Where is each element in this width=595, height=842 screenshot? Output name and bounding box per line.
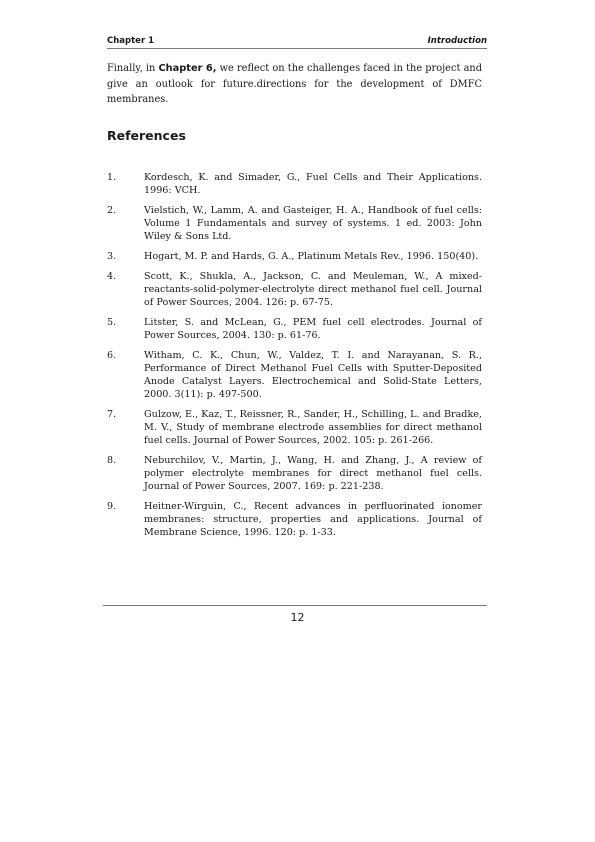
reference-number: 3.	[107, 251, 117, 262]
reference-text: Witham, C. K., Chun, W., Valdez, T. I. and Narayanan, S. R., Performance of Direct Methanol Fuel Cells with Sputter-Deposited Anode Catalyst Layers. Electrochemical and Solid-State Letters, 2000. 3(11): p. 497-500.	[144, 350, 482, 400]
reference-item	[107, 316, 482, 342]
references-heading: References	[107, 128, 186, 143]
reference-item	[107, 250, 482, 263]
reference-item	[107, 500, 482, 539]
reference-text: Heitner-Wirguin, C., Recent advances in perfluorinated ionomer membranes: structure, properties and applications. Journal of Membrane Science, 1996. 120: p. 1-33.	[144, 501, 482, 538]
reference-number: 8.	[107, 455, 117, 466]
header-divider	[107, 48, 487, 49]
reference-number: 7.	[107, 409, 117, 420]
reference-item	[107, 171, 482, 197]
reference-item	[107, 270, 482, 309]
reference-text: Hogart, M. P. and Hards, G. A., Platinum Metals Rev., 1996. 150(40).	[144, 251, 479, 262]
intro-suffix: we reflect on the challenges faced in the project and give an outlook for future.directions for the development of DMFC membranes.	[107, 63, 482, 105]
chapter-label: Chapter 1	[107, 36, 155, 46]
reference-item	[107, 454, 482, 493]
reference-number: 2.	[107, 205, 117, 216]
reference-text: Gulzow, E., Kaz, T., Reissner, R., Sander, H., Schilling, L. and Bradke, M. V., Study of membrane electrode assemblies for direct methanol fuel cells. Journal of Power Sources, 2002. 105: p. 261-266.	[144, 409, 482, 446]
reference-item	[107, 408, 482, 447]
intro-chapter-ref: Chapter 6,	[158, 63, 217, 74]
reference-item	[107, 204, 482, 243]
reference-text: Kordesch, K. and Simader, G., Fuel Cells and Their Applications. 1996: VCH.	[144, 172, 482, 196]
section-label: Introduction	[427, 36, 487, 46]
reference-number: 6.	[107, 350, 117, 361]
footer-divider	[103, 605, 487, 606]
reference-number: 4.	[107, 271, 117, 282]
intro-paragraph	[107, 61, 482, 108]
reference-number: 9.	[107, 501, 117, 512]
reference-number: 1.	[107, 172, 117, 183]
intro-prefix: Finally, in	[107, 63, 159, 74]
reference-number: 5.	[107, 317, 117, 328]
reference-text: Vielstich, W., Lamm, A. and Gasteiger, H. A., Handbook of fuel cells: Volume 1 Fundamentals and survey of systems. 1 ed. 2003: John Wiley & Sons Ltd.	[144, 205, 482, 242]
reference-text: Litster, S. and McLean, G., PEM fuel cell electrodes. Journal of Power Sources, 2004. 130: p. 61-76.	[144, 317, 482, 341]
reference-text: Neburchilov, V., Martin, J., Wang, H. and Zhang, J., A review of polymer electrolyte membranes for direct methanol fuel cells. Journal of Power Sources, 2007. 169: p. 221-238.	[144, 455, 482, 492]
reference-item	[107, 349, 482, 401]
reference-text: Scott, K., Shukla, A., Jackson, C. and Meuleman, W., A mixed-reactants-solid-polymer-electrolyte direct methanol fuel cell. Journal of Power Sources, 2004. 126: p. 67-75.	[144, 271, 482, 308]
page-number: 12	[290, 611, 305, 624]
references-list	[107, 171, 482, 546]
